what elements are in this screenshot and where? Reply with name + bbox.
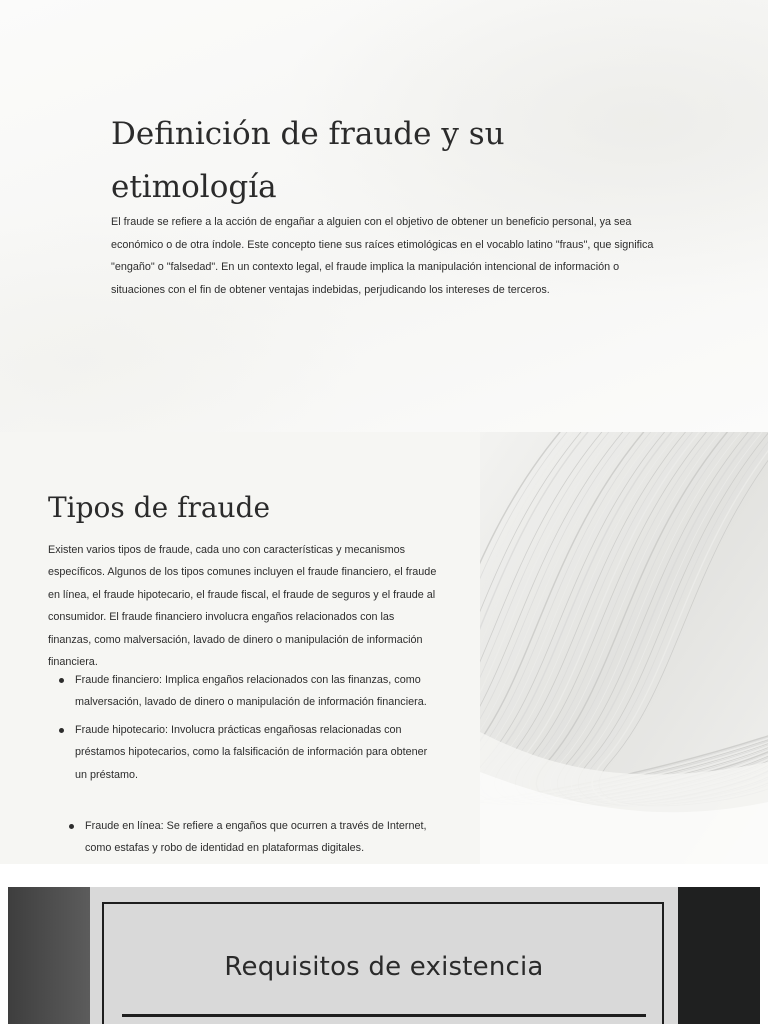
bullet-list xyxy=(85,815,437,860)
slide-definicion xyxy=(0,0,768,432)
slide-title: Tipos de fraude xyxy=(48,491,271,524)
slide-tipos-de-fraude xyxy=(0,432,768,864)
title-underline xyxy=(122,1014,646,1017)
slide-title: Requisitos de existencia xyxy=(224,952,544,982)
list-item: Fraude en línea: Se refiere a engaños que ocurren a través de Internet, como estafas y robo de identidad en plataformas digitales. xyxy=(85,815,437,860)
slide-intro-text: Existen varios tipos de fraude, cada uno con características y mecanismos específicos. Algunos de los tipos comunes incluyen el fraude financiero, el fraude en línea, el fraude hipotecario, el fraude fiscal, el fraude de seguros y el fraude al consumidor. El fraude financiero involucra engaños relacionados con las finanzas, como malversación, lavado de dinero o manipulación de información financiera. xyxy=(48,544,437,669)
slide-requisitos xyxy=(8,887,760,1024)
decorative-paper-waves-image xyxy=(480,432,768,864)
title-panel xyxy=(90,887,678,1024)
dark-side-panel-left xyxy=(8,887,90,1024)
slide-title: Definición de fraude y su etimología xyxy=(111,116,505,205)
bullet-list xyxy=(75,669,437,791)
dark-side-panel-right xyxy=(678,887,760,1024)
list-item: Fraude hipotecario: Involucra prácticas engañosas relacionadas con préstamos hipotecarios, como la falsificación de información para obtener un préstamo. xyxy=(75,719,437,786)
slide-body-text: El fraude se refiere a la acción de engañar a alguien con el objetivo de obtener un beneficio personal, ya sea económico o de otra índole. Este concepto tiene sus raíces etimológicas en el vocablo latino "fraus", que significa "engaño" o "falsedad". En un contexto legal, el fraude implica la manipulación intencional de información o situaciones con el fin de obtener ventajas indebidas, perjudicando los intereses de terceros. xyxy=(111,216,654,296)
paper-waves-graphic xyxy=(480,432,768,864)
list-item: Fraude financiero: Implica engaños relacionados con las finanzas, como malversación, lavado de dinero o manipulación de información financiera. xyxy=(75,669,437,714)
